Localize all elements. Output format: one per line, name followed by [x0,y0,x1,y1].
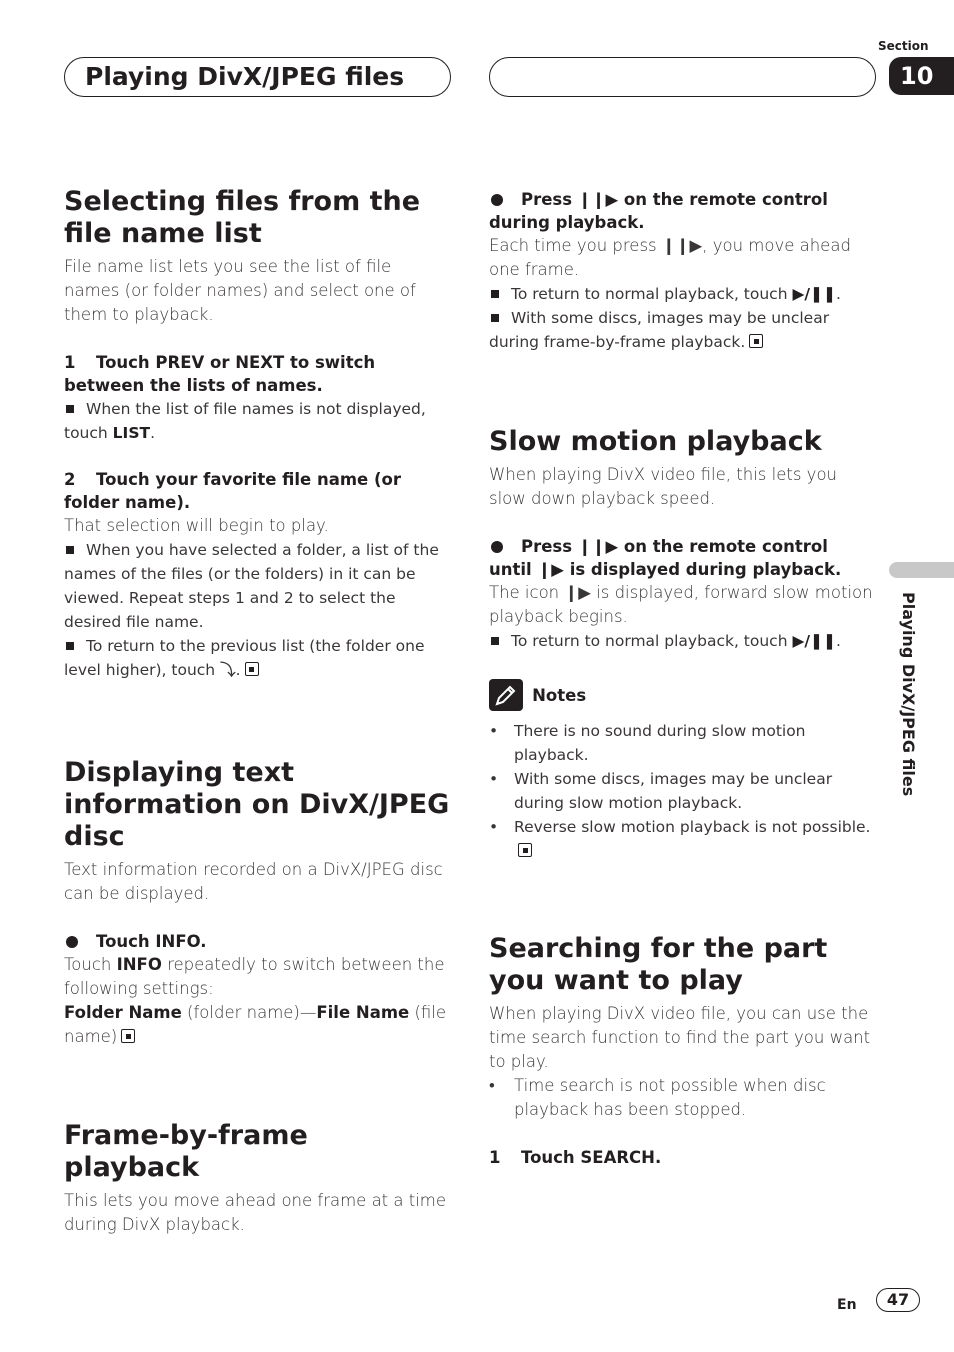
square-bullet [66,405,74,413]
press-frame-desc-b: , you move ahead one frame. [489,236,851,279]
round-bullet [491,194,503,206]
search-bullet [489,1074,875,1122]
press-slow-b: on the remote control until [489,537,828,579]
running-title-box [64,57,451,97]
press-frame-desc [489,234,875,282]
play-pause-icon: ▶/❚❚ [792,632,837,650]
side-tab [889,562,954,578]
note-item-1 [489,719,875,767]
step-2-note-2-text: To return to the previous list (the folder one level higher), touch [64,637,425,679]
search-step-text: Touch SEARCH. [521,1148,662,1167]
square-bullet [491,290,499,298]
step-1-note-text: When the list of file names is not displayed, touch [64,400,426,442]
step-2-number: 2 [64,470,76,489]
end-mark-icon [121,1029,135,1043]
step-1-note-end: . [150,424,155,442]
slow-desc [489,581,875,629]
setting-folder-name: Folder Name [64,1003,182,1022]
slow-note-1: To return to normal playback, touch ▶/❚❚. [489,629,875,653]
heading-selecting-files: Selecting files from the file name list [64,186,421,249]
press-frame-desc-a: Each time you press [489,236,662,255]
right-column [489,188,875,1169]
step-2-text: Touch your favorite file name (or folder name). [64,470,402,512]
touch-info-text: Touch INFO. [96,932,207,951]
settings-list [64,1001,450,1049]
press-slow-step [489,535,875,581]
step-forward-icon: ❙❙▶ [577,537,619,556]
square-bullet [66,546,74,554]
list-keyword: LIST [112,424,151,442]
frame-intro: This lets you move ahead one frame at a time during DivX playback. [64,1191,447,1234]
note-bullet: • [489,770,499,788]
notes-title: Notes [532,685,587,705]
step-1-number: 1 [64,353,76,372]
round-bullet [66,936,78,948]
return-arrow-icon: ⤵ [220,661,236,679]
slow-forward-icon: ❙▶ [564,583,591,602]
pencil-icon [489,679,523,711]
slow-forward-icon: ❙▶ [537,560,564,579]
end-mark-icon [749,334,763,348]
press-frame-a: Press [521,190,578,209]
press-frame-step [489,188,875,234]
square-bullet [491,314,499,322]
slow-intro: When playing DivX video file, this lets you slow down playback speed. [489,465,837,508]
section-label: Section [878,39,929,53]
left-column [64,186,450,1237]
search-intro: When playing DivX video file, you can use the time search function to find the part you want to play. [489,1004,871,1071]
displaying-intro: Text information recorded on a DivX/JPEG disc can be displayed. [64,860,443,903]
frame-note-1-text: To return to normal playback, touch [511,285,793,303]
step-1 [64,351,450,397]
note-item-1-text: There is no sound during slow motion playback. [514,722,806,764]
footer-lang: En [837,1297,857,1313]
search-bullet-dot: • [489,1076,495,1095]
note-bullet: • [489,818,499,836]
note-item-2-text: With some discs, images may be unclear during slow motion playback. [514,770,833,812]
square-bullet [66,642,74,650]
touch-info-desc [64,953,450,1001]
press-frame-b: on the remote control during playback. [489,190,828,232]
heading-displaying-text: Displaying text information on DivX/JPEG disc [64,757,450,852]
step-1-text: Touch PREV or NEXT to switch between the lists of names. [64,353,376,395]
setting-file-name: File Name [316,1003,410,1022]
press-slow-a: Press [521,537,578,556]
slow-desc-a: The icon [489,583,565,602]
notes-header [489,679,875,713]
header-empty-box [489,57,876,97]
page-number: 47 [876,1288,920,1312]
search-bullet-text: Time search is not possible when disc playback has been stopped. [514,1076,826,1119]
step-2-result: That selection will begin to play. [64,516,329,535]
frame-note-2 [489,306,875,354]
step-forward-icon: ❙❙▶ [661,236,703,255]
slow-desc-b: is displayed, forward slow motion playback begins. [489,583,873,626]
note-bullet: • [489,722,499,740]
note-item-3-text: Reverse slow motion playback is not possible. [514,818,871,836]
notes-list [489,719,875,863]
note-item-2 [489,767,875,815]
frame-note-1: To return to normal playback, touch ▶/❚❚. [489,282,875,306]
step-2 [64,468,450,514]
touch-info-step [64,930,450,953]
setting-file-desc: (file name) [64,1003,447,1046]
square-bullet [491,637,499,645]
round-bullet [491,541,503,553]
touch-info-desc-a: Touch [64,955,117,974]
note-item-3 [489,815,875,863]
step-2-note-1 [64,538,450,634]
press-slow-c: is displayed during playback. [563,560,842,579]
side-tab-label: Playing DivX/JPEG files [899,592,918,797]
setting-folder-desc: (folder name)— [181,1003,317,1022]
running-title: Playing DivX/JPEG files [85,62,405,91]
frame-note-2-text: With some discs, images may be unclear during frame-by-frame playback. [489,309,830,351]
heading-slow-motion: Slow motion playback [489,426,822,457]
section-number-badge: 10 [889,57,954,95]
info-keyword: INFO [116,955,162,974]
heading-frame-by-frame: Frame-by-frame playback [64,1120,308,1183]
search-step-1 [489,1146,875,1169]
step-2-note-1-text: When you have selected a folder, a list of the names of the files (or the folders) in it can be viewed. Repeat steps 1 and 2 to select the desired file name. [64,541,439,631]
heading-searching: Searching for the part you want to play [489,933,828,996]
step-2-note-2: To return to the previous list (the folder one level higher), touch ⤵. [64,637,425,679]
step-1-note [64,397,450,445]
play-pause-icon: ▶/❚❚ [792,285,837,303]
slow-note-1-text: To return to normal playback, touch [511,632,793,650]
end-mark-icon [518,843,532,857]
end-mark-icon [245,662,259,676]
selecting-intro: File name list lets you see the list of file names (or folder names) and select one of them to playback. [64,257,416,324]
touch-info-desc-c: repeatedly to switch between the following settings: [64,955,445,998]
step-forward-icon: ❙❙▶ [577,190,619,209]
search-step-number: 1 [489,1148,501,1167]
